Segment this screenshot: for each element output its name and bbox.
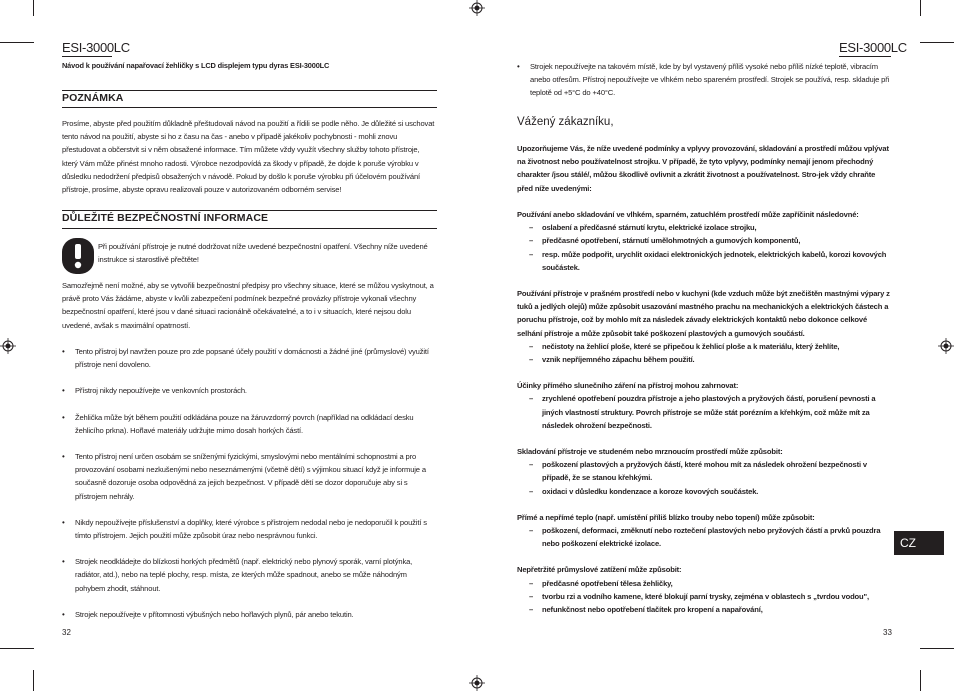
crop-mark (0, 648, 34, 649)
intro-paragraph: Upozorňujeme Vás, že níže uvedené podmínky a vplyvy provozování, skladování a prostředí můžou vplývat na životnost nebo používatelnost strojku. V případě, že tyto vplyvy, podmínky nemají jenom přechodný charakter /jsou stálé/, můžou škodlivě ovlivnit a zkrátit životnost a používatelnost. Stro-jek vždy chraňte před níže uvedenými: (517, 144, 889, 193)
top-bullet-list (517, 60, 892, 100)
list-item: – vznik nepříjemného zápachu během použití. (517, 353, 892, 366)
list-item: – nečistoty na žehlicí ploše, které se připečou k žehlicí ploše a k materiálu, který žehlíte, (517, 340, 892, 353)
list-item: • Žehlička může být během použití odkládána pouze na žáruvzdorný povrch (například na odkládací desku žehlicího prkna). Hořlavé materiály udržujte mimo dosah horkých částí. (62, 411, 437, 437)
language-tab: CZ (894, 531, 944, 555)
list-item: – zrychlené opotřebení pouzdra přístroje a jeho plastových a pryžových částí, porušení pevnosti a jiných vlastností struktury. Povrch přístroje se může stát porézním a křehkým, což může mít za následek ohrožení bezpečnosti. (517, 392, 892, 432)
crop-mark (920, 648, 954, 649)
list-item: – oslabení a předčasné stárnutí krytu, elektrické izolace strojku, (517, 221, 892, 234)
registration-mark-icon (938, 338, 954, 354)
list-item: – poškození plastových a pryžových částí, které mohou mít za následek ohrožení bezpečnosti v případě, že se stanou křehkými. (517, 458, 892, 484)
crop-mark (920, 0, 921, 16)
list-item: • Tento přístroj není určen osobám se sníženými fyzickými, smyslovými nebo mentálními schopnostmi a pro provozování osobami nezkušenými nebo neseznámenými (včetně dětí) s výjimkou situací když je informuje a současně dozoruje osoba odpovědná za jejich bezpečnost. V případě dětí se dozor doporučuje aby si s přístrojem nehrály. (62, 450, 437, 503)
list-item: – předčasné opotřebení tělesa žehličky, (517, 577, 892, 590)
section-divider (62, 107, 437, 108)
crop-mark (33, 0, 34, 16)
model-underline (62, 56, 112, 57)
salutation: Vážený zákazníku, (517, 116, 614, 128)
note-heading: POZNÁMKA (62, 92, 124, 104)
condition-heading: Používání anebo skladování ve vlhkém, sparném, zatuchlém prostředí může zapříčinit následovné: (517, 210, 859, 219)
condition-heading: Skladování přístroje ve studeném nebo mrznoucím prostředí může způsobit: (517, 447, 783, 457)
list-item: – oxidaci v důsledku kondenzace a koroze kovových součástek. (517, 485, 892, 498)
section-divider (62, 210, 437, 211)
list-item: • Strojek nepoužívejte v přítomnosti výbušných nebo hořlavých plynů, pár anebo tekutin. (62, 608, 437, 621)
page-number: 32 (62, 628, 71, 637)
page-number: 33 (883, 628, 892, 637)
warning-text: Při používání přístroje je nutné dodržovat níže uvedené bezpečnostní opatření. Všechny níže uvedené instrukce si starostlivě přečtěte! (98, 242, 428, 265)
list-item: – poškození, deformaci, změknutí nebo roztečení plastových nebo pryžových částí a prvků pouzdra nebo poškození elektrické izolace. (517, 524, 892, 550)
safety-paragraph: Samozřejmě není možné, aby se vytvořili bezpečnostní předpisy pro všechny situace, které se můžou vyskytnout, a právě proto Vás žádáme, abyste v kvůli zabezpečení podmínek bezpečné provázky přístroje vykonali všechny bezpečnostní opatření, které jsou v dané situaci racionálně očekávatelné, a to i v situacích, které nejsou dolu uvedené, avšak s maximální opatrností. (62, 281, 434, 330)
list-item: • Tento přístroj byl navržen pouze pro zde popsané účely použití v domácnosti a žádné jiné (průmyslové) využití přístroje není dovoleno. (62, 345, 437, 371)
model-name: ESI-3000LC (62, 40, 130, 55)
note-paragraph: Prosíme, abyste před použitím důkladně přeštudovali návod na použití a řídili se podle něho. Je důležité si uschovat tento návod na použití, abyste si ho z času na čas - anebo v případě jakékoliv pochybnosti - mohli znovu přestudovat a občerstvit si v něm obsažené informace. Tím můžete vždy využít všechny služby tohoto přístroje, který Vám může přinést mnoho radosti. Výrobce nezodpovídá za škody v případě, že dojde k poruše výrobku v důsledku nedodržení předpisů obsažených v návodě. Pokud by došlo k poruše výrobku při účelovém používání přístroje, prosíme, abyste opravu realizovali pouze v autorizovaném odborném servise! (62, 119, 435, 195)
registration-mark-icon (469, 0, 485, 16)
conditions-block (517, 208, 892, 616)
section-divider (62, 228, 437, 229)
list-item: • Nikdy nepoužívejte příslušenství a doplňky, které výrobce s přístrojem nedodal nebo je nedoporučil k použití s tímto přístrojem. Jejich použití může způsobit úraz nebo nesprávnou funkci. (62, 516, 437, 542)
list-item: – tvorbu rzi a vodního kamene, které blokují parní trysky, zejména v oblastech s „tvrdou vodou", (517, 590, 892, 603)
document-subtitle: Návod k používání napařovací žehličky s LCD displejem typu dyras ESI-3000LC (62, 61, 330, 70)
condition-heading: Nepřetržité průmyslové zatížení může způsobit: (517, 565, 682, 575)
safety-heading: DŮLEŽITÉ BEZPEČNOSTNÍ INFORMACE (62, 212, 269, 224)
condition-heading: Účinky přímého slunečního záření na přístroj mohou zahrnovat: (517, 381, 739, 391)
safety-bullet-list (62, 345, 437, 621)
crop-mark (920, 42, 954, 43)
list-item: – nefunkčnost nebo opotřebení tlačítek pro kropení a napařování, (517, 603, 892, 616)
condition-heading: Používání přístroje v prašném prostředí nebo v kuchyni (kde vzduch může být znečištěn mastnými výpary z tuků a jedlých olejů) může způsobit usazování mastného prachu na mechanických a elektrických částech a poruchu přístroje, což by mohlo mít za následek závady elektrických kontaktů nebo dokonce celkové selhání přístroje a může způsobit také poškození plastových a gumových součástí. (517, 289, 890, 338)
registration-mark-icon (469, 675, 485, 691)
list-item: • Strojek neodkládejte do blízkosti horkých předmětů (např. elektrický nebo plynový sporák, varní plotýnka, radiátor, atd.), nebo na teplé plochy, resp. místa, ze kterých může spadnout, anebo se může náhodným pohybem zhodit, stáhnout. (62, 555, 437, 595)
list-item: • Přístroj nikdy nepoužívejte ve venkovních prostorách. (62, 384, 437, 397)
model-underline (839, 56, 891, 57)
crop-mark (0, 42, 34, 43)
model-name: ESI-3000LC (839, 40, 907, 55)
warning-exclamation-icon (62, 238, 94, 274)
list-item: – předčasné opotřebení, stárnutí umělohmotných a gumových komponentů, (517, 234, 892, 247)
list-item: • Strojek nepoužívejte na takovém místě, kde by byl vystavený příliš vysoké nebo příliš nízké teplotě, vibracím anebo otřesům. Přístroj nepoužívejte ve vlhkém nebo spareném prostředí. Strojek se používá, resp. skladuje při teplotě od +5°C do +40°C. (517, 60, 892, 100)
crop-mark (920, 670, 921, 691)
crop-mark (33, 670, 34, 691)
registration-mark-icon (0, 338, 16, 354)
section-divider (62, 90, 437, 91)
condition-heading: Přímé a nepřímé teplo (např. umístění příliš blízko trouby nebo topení) může způsobit: (517, 512, 815, 522)
list-item: – resp. může podpořit, urychlit oxidaci elektronických jednotek, elektrických kabelů, korozi kovových součástek. (517, 248, 892, 274)
